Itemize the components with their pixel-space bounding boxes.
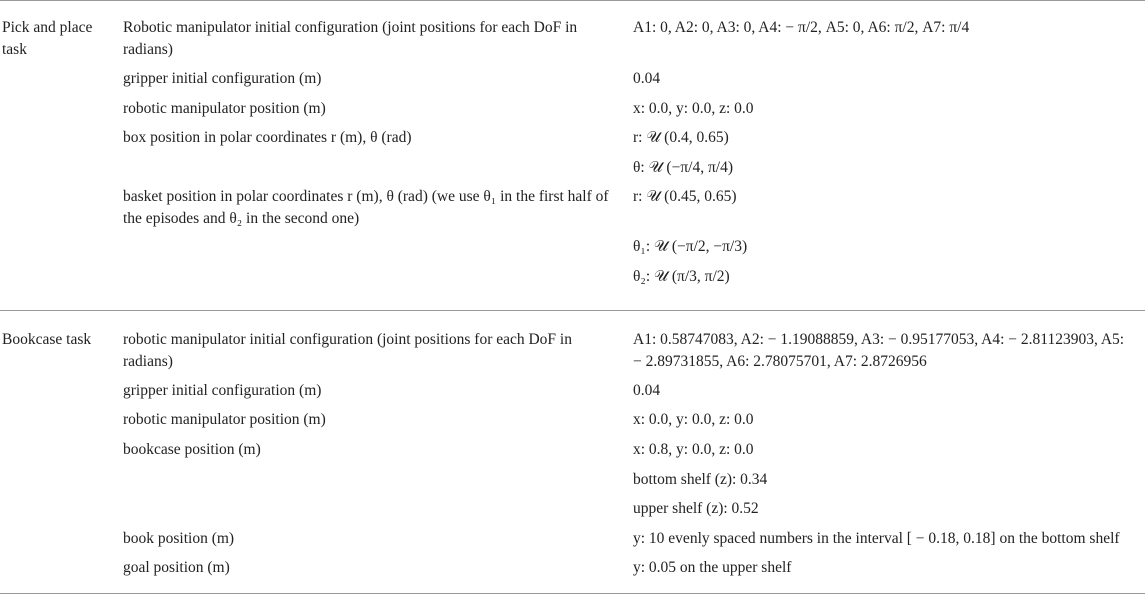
value-bc-initial-configuration-line2: − 2.89731855, A6: 2.78075701, A7: 2.8726956: [633, 353, 927, 370]
table-top-rule: [0, 0, 1145, 1]
param-bc-book-position: book position (m): [123, 530, 235, 547]
value-bc-bookcase-position-xyz: x: 0.8, y: 0.0, z: 0.0: [633, 441, 754, 458]
param-bc-goal-position: goal position (m): [123, 559, 230, 576]
value-bc-upper-shelf: upper shelf (z): 0.52: [633, 500, 759, 517]
value-bc-initial-configuration: [633, 329, 1145, 373]
param-pp-box-position: box position in polar coordinates r (m), θ (rad): [123, 129, 412, 146]
table-bottom-rule: [0, 593, 1145, 594]
value-bc-initial-configuration-line1: A1: 0.58747083, A2: − 1.19088859, A3: − 0.95177053, A4: − 2.81123903, A5:: [633, 331, 1125, 348]
value-pp-box-position-theta: θ: 𝒰 (−π/4, π/4): [633, 159, 734, 176]
param-pp-manipulator-position: robotic manipulator position (m): [123, 100, 326, 117]
param-pp-initial-configuration: Robotic manipulator initial configuration (joint positions for each DoF in radians): [123, 19, 578, 58]
task-label-bookcase: Bookcase task: [2, 331, 92, 348]
value-bc-manipulator-position: x: 0.0, y: 0.0, z: 0.0: [633, 411, 754, 428]
value-pp-basket-position-theta1: θ₁: 𝒰 (−π/2, −π/3): [633, 238, 748, 255]
param-bc-bookcase-position: bookcase position (m): [123, 441, 261, 458]
value-pp-manipulator-position: x: 0.0, y: 0.0, z: 0.0: [633, 100, 754, 117]
task-label-pick-and-place: Pick and place task: [2, 19, 93, 58]
value-pp-box-position-r: r: 𝒰 (0.4, 0.65): [633, 129, 729, 146]
value-bc-gripper-configuration: 0.04: [633, 382, 661, 399]
param-pp-basket-position: basket position in polar coordinates r (m), θ (rad) (we use θ₁ in the first half of the episodes and θ₂ in the second one): [123, 188, 609, 227]
param-pp-gripper-configuration: gripper initial configuration (m): [123, 70, 322, 87]
section-divider-rule: [0, 310, 1145, 311]
value-pp-initial-configuration: A1: 0, A2: 0, A3: 0, A4: − π/2, A5: 0, A6: π/2, A7: π/4: [633, 19, 970, 36]
value-bc-goal-position: y: 0.05 on the upper shelf: [633, 559, 792, 576]
param-bc-initial-configuration: robotic manipulator initial configuration (joint positions for each DoF in radians): [123, 331, 572, 370]
value-pp-basket-position-theta2: θ₂: 𝒰 (π/3, π/2): [633, 268, 730, 285]
value-pp-basket-position-r: r: 𝒰 (0.45, 0.65): [633, 188, 737, 205]
value-bc-book-position: y: 10 evenly spaced numbers in the interval [ − 0.18, 0.18] on the bottom shelf: [633, 530, 1120, 547]
value-pp-gripper-configuration: 0.04: [633, 70, 661, 87]
param-bc-gripper-configuration: gripper initial configuration (m): [123, 382, 322, 399]
value-bc-bottom-shelf: bottom shelf (z): 0.34: [633, 471, 768, 488]
param-bc-manipulator-position: robotic manipulator position (m): [123, 411, 326, 428]
